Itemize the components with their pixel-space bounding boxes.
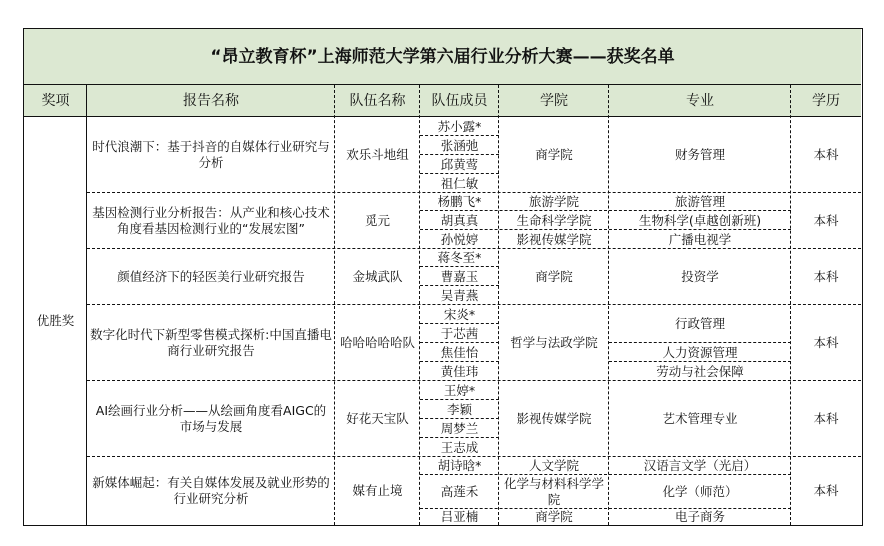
team-name: 觅元 bbox=[364, 213, 390, 228]
grid-line bbox=[790, 85, 791, 525]
header-degree: 学历 bbox=[791, 85, 861, 117]
grid-line bbox=[420, 229, 791, 230]
degree: 本科 bbox=[813, 213, 839, 228]
member: 宋炎* bbox=[443, 306, 476, 322]
member: 蒋冬至* bbox=[437, 250, 482, 265]
header-report: 报告名称 bbox=[87, 85, 335, 117]
grid-line bbox=[420, 361, 499, 362]
member: 焦佳怡 bbox=[440, 344, 479, 360]
team-name: 媒有止境 bbox=[352, 483, 403, 498]
header-college: 学院 bbox=[499, 85, 609, 117]
degree: 本科 bbox=[813, 269, 839, 284]
grid-line bbox=[420, 437, 499, 438]
college: 生命科学学院 bbox=[516, 212, 592, 228]
member: 张涵弛 bbox=[440, 137, 479, 153]
grid-line bbox=[420, 342, 499, 343]
grid-line bbox=[609, 361, 791, 362]
member: 王婷* bbox=[443, 382, 476, 398]
report-title: 新媒体崛起：有关自媒体发展及就业形势的行业研究分析 bbox=[92, 475, 330, 506]
grid-line bbox=[420, 154, 499, 155]
college: 商学院 bbox=[535, 147, 573, 162]
member: 吴青燕 bbox=[440, 287, 479, 303]
member: 李颖 bbox=[446, 401, 472, 417]
college: 商学院 bbox=[535, 509, 573, 524]
member: 杨鹏飞* bbox=[437, 194, 482, 209]
member: 胡真真 bbox=[440, 212, 479, 228]
grid-line bbox=[420, 418, 499, 419]
major: 广播电视学 bbox=[668, 231, 732, 247]
college: 人文学院 bbox=[528, 458, 579, 473]
report-title: AI绘画行业分析——从绘画角度看AIGC的市场与发展 bbox=[95, 403, 327, 434]
member: 邱黄莺 bbox=[440, 156, 479, 172]
major: 劳动与社会保障 bbox=[656, 363, 744, 379]
grid-line bbox=[420, 266, 499, 267]
grid-line bbox=[87, 380, 861, 381]
report-title: 基因检测行业分析报告：从产业和核心技术角度看基因检测行业的“发展宏图” bbox=[92, 205, 330, 236]
college: 旅游学院 bbox=[528, 194, 579, 209]
member: 吕亚楠 bbox=[440, 509, 479, 524]
member: 于芯茜 bbox=[440, 325, 479, 341]
grid-line bbox=[87, 248, 861, 249]
grid-line bbox=[420, 508, 791, 509]
grid-line bbox=[24, 116, 861, 117]
team-name: 欢乐斗地组 bbox=[346, 147, 409, 162]
grid-line bbox=[420, 285, 499, 286]
grid-line bbox=[420, 135, 499, 136]
team-name: 金城武队 bbox=[352, 269, 403, 284]
grid-line bbox=[498, 85, 499, 525]
award-cell: 优胜奖 bbox=[36, 313, 75, 328]
member: 高莲禾 bbox=[440, 484, 479, 499]
member: 祖仁敏 bbox=[440, 175, 479, 191]
report-title: 时代浪潮下：基于抖音的自媒体行业研究与分析 bbox=[92, 139, 330, 170]
member: 苏小露* bbox=[437, 118, 482, 134]
grid-line bbox=[87, 304, 861, 305]
table-title: “昂立教育杯”上海师范大学第六届行业分析大赛——获奖名单 bbox=[24, 29, 861, 85]
degree: 本科 bbox=[813, 483, 839, 498]
report-title: 数字化时代下新型零售模式探析:中国直播电商行业研究报告 bbox=[90, 327, 332, 358]
report-title: 颜值经济下的轻医美行业研究报告 bbox=[117, 269, 305, 284]
college: 影视传媒学院 bbox=[516, 411, 592, 426]
grid-line bbox=[86, 85, 87, 525]
grid-line bbox=[87, 192, 861, 193]
grid-line bbox=[87, 456, 861, 457]
member: 曹嘉玉 bbox=[440, 268, 479, 284]
member: 王志成 bbox=[440, 439, 479, 455]
major: 化学（师范） bbox=[662, 484, 738, 499]
header-team: 队伍名称 bbox=[335, 85, 420, 117]
team-name: 哈哈哈哈哈队 bbox=[339, 335, 415, 350]
member: 周梦兰 bbox=[440, 420, 479, 436]
grid-line bbox=[419, 85, 420, 525]
grid-line bbox=[420, 399, 499, 400]
grid-line bbox=[334, 85, 335, 525]
award-table bbox=[23, 28, 863, 526]
grid-line bbox=[420, 323, 499, 324]
grid-line bbox=[609, 342, 791, 343]
major: 人力资源管理 bbox=[662, 344, 738, 360]
major: 投资学 bbox=[681, 269, 719, 284]
header-award: 奖项 bbox=[24, 85, 87, 117]
member: 黄佳玮 bbox=[440, 363, 479, 379]
degree: 本科 bbox=[813, 335, 839, 350]
major: 生物科学(卓越创新班) bbox=[638, 212, 762, 228]
team-name: 好花天宝队 bbox=[346, 411, 409, 426]
header-major: 专业 bbox=[609, 85, 791, 117]
college: 影视传媒学院 bbox=[516, 231, 592, 247]
major: 艺术管理专业 bbox=[662, 411, 738, 426]
header-members: 队伍成员 bbox=[420, 85, 499, 117]
grid-line bbox=[608, 85, 609, 525]
major: 财务管理 bbox=[674, 147, 725, 162]
member: 孙悦婷 bbox=[440, 231, 479, 247]
major: 旅游管理 bbox=[674, 194, 725, 209]
grid-line bbox=[420, 210, 791, 211]
college: 化学与材料科学学院 bbox=[503, 476, 604, 507]
member: 胡诗晗* bbox=[437, 458, 482, 473]
grid-line bbox=[420, 474, 791, 475]
major: 电子商务 bbox=[674, 509, 725, 524]
major: 行政管理 bbox=[674, 316, 725, 331]
grid-line bbox=[420, 173, 499, 174]
degree: 本科 bbox=[813, 411, 839, 426]
major: 汉语言文学（光启） bbox=[643, 458, 757, 473]
degree: 本科 bbox=[813, 147, 839, 162]
college: 商学院 bbox=[535, 269, 573, 284]
college: 哲学与法政学院 bbox=[510, 335, 598, 350]
